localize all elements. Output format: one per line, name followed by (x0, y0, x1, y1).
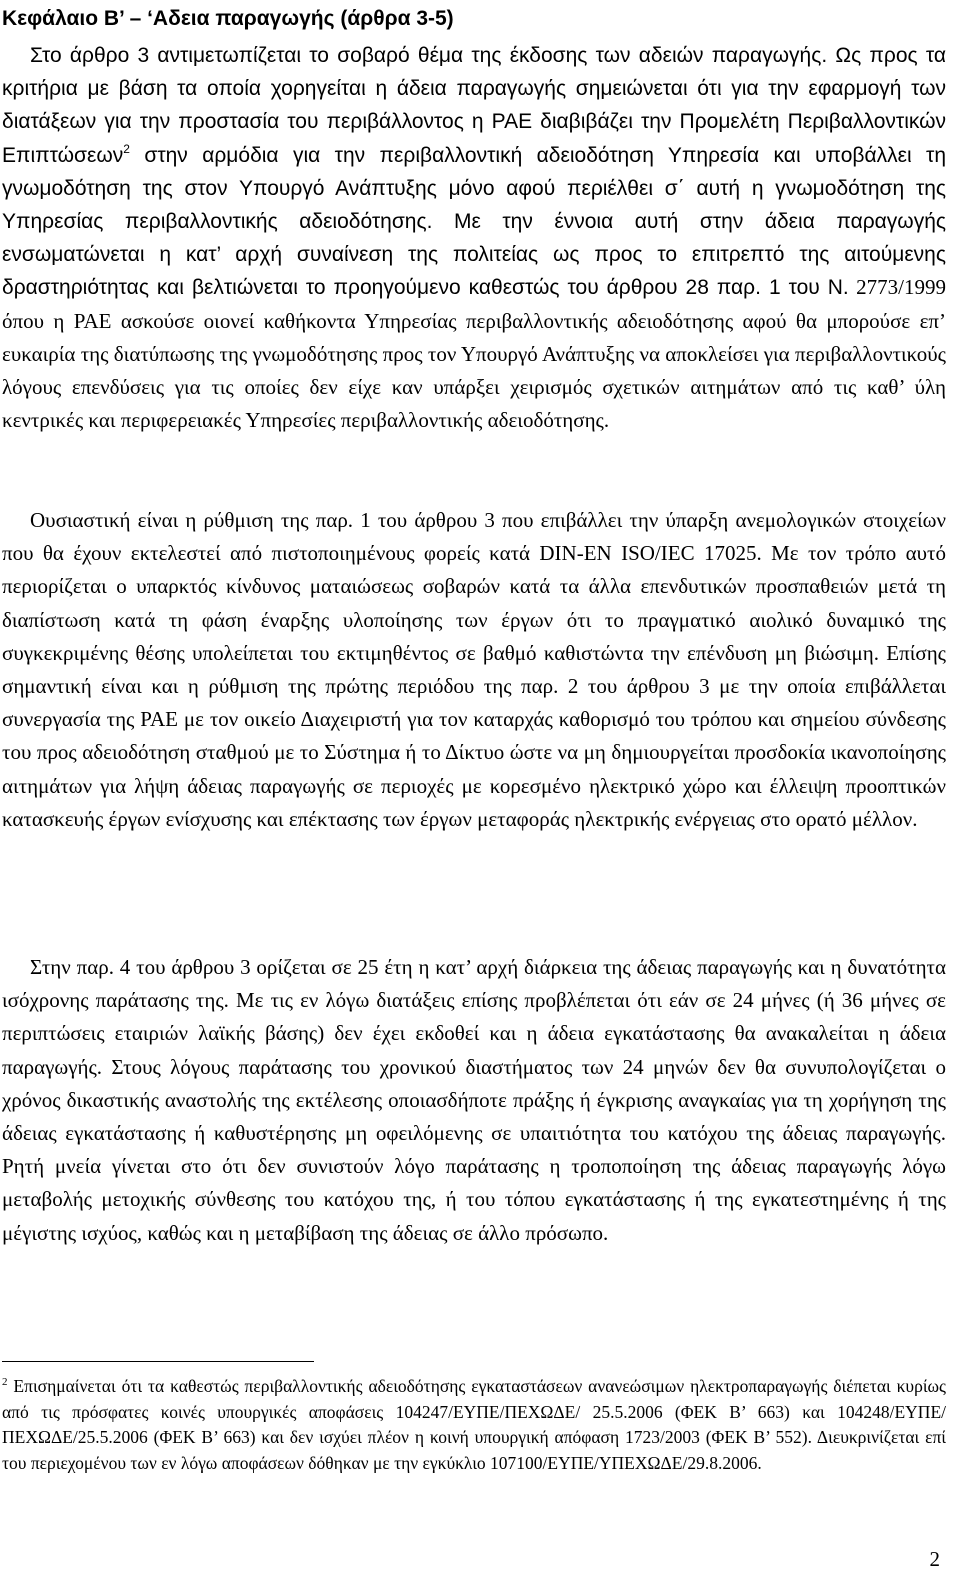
paragraph-1-text-a: Στο άρθρο 3 αντιμετωπίζεται το σοβαρό θέμα της έκδοσης των αδειών παραγωγής. Ως προς τα κριτήρια με βάση τα οποία χορηγείται η άδεια παραγωγής σημειώνεται ότι για την εφαρμογή των διατάξεων για την προστασία του περιβάλλοντος η ΡΑΕ διαβιβάζει την Προμελέτη Περιβαλλοντικών Επιπτώσεων (2, 44, 946, 167)
paragraph-1 (2, 39, 946, 437)
paragraph-2 (2, 504, 946, 836)
paragraph-3 (2, 951, 946, 1250)
paragraph-2-text: Ουσιαστική είναι η ρύθμιση της παρ. 1 του άρθρου 3 που επιβάλλει την ύπαρξη ανεμολογικών στοιχείων που θα έχουν εκτελεστεί από πιστοποιημένους φορείς κατά DIN-EN ISO/IEC 17025. Με τον τρόπο αυτό περιορίζεται ο υπαρκτός κίνδυνος ματαιώσεως σοβαρών κατά τα άλλα επενδυτικών προσπαθειών μετά τη διαπίστωση κατά τη φάση έναρξης υλοποίησης των έργων ότι το πραγματικό αιολικό δυναμικό της συγκεκριμένης θέσης υπολείπεται του εκτιμηθέντος σε βαθμό καθιστώντα την επένδυση μη βιώσιμη. Επίσης σημαντική είναι και η ρύθμιση της πρώτης περιόδου της παρ. 2 του άρθρου 3 με την οποία επιβάλλεται συνεργασία της ΡΑΕ με τον οικείο Διαχειριστή για τον καταρχάς καθορισμό του τρόπου και σημείου σύνδεσης του προς αδειοδότηση σταθμού με το Σύστημα ή το Δίκτυο ώστε να μη δημιουργείται προσδοκία ικανοποίησης αιτημάτων για λήψη άδειας παραγωγής σε περιοχές με κορεσμένο ηλεκτρικό χώρο και έλλειψη προοπτικών κατασκευής έργων ενίσχυσης και επέκτασης των έργων μεταφοράς ηλεκτρικής ενέργειας στο ορατό μέλλον. (2, 508, 946, 831)
footnote-reference: 2 (123, 141, 130, 156)
paragraph-1-text-c: 2773/1999 όπου η ΡΑΕ ασκούσε οιονεί καθήκοντα Υπηρεσίας περιβαλλοντικής αδειοδότησης αφού θα μπορούσε επ’ ευκαιρία της διατύπωσης της γνωμοδότησης προς τον Υπουργό Ανάπτυξης να αποκλείσει για περιβαλλοντικούς λόγους επενδύσεις για τις οποίες δεν είχε καν υπάρξει χειρισμός σχετικών αιτημάτων από τις καθ’ ύλη κεντρικές και περιφερειακές Υπηρεσίες περιβαλλοντικής αδειοδότησης. (2, 275, 946, 433)
footnote-separator (2, 1361, 314, 1362)
footnote-text: Επισημαίνεται ότι τα καθεστώς περιβαλλοντικής αδειοδότησης εγκαταστάσεων ανανεώσιμων ηλεκτροπαραγωγής διέπεται κυρίως από τις πρόσφατες κοινές υπουργικές αποφάσεις 104247/ΕΥΠΕ/ΠΕΧΩΔΕ/ 25.5.2006 (ΦΕΚ Β’ 663) και 104248/ΕΥΠΕ/ΠΕΧΩΔΕ/25.5.2006 (ΦΕΚ Β’ 663) και δεν ισχύει πλέον η κοινή υπουργική απόφαση 1723/2003 (ΦΕΚ Β’ 552). Διευκρινίζεται επί του περιεχομένου των εν λόγω αποφάσεων δόθηκαν με την εγκύκλιο 107100/ΕΥΠΕ/ΥΠΕΧΩΔΕ/29.8.2006. (2, 1376, 946, 1473)
paragraph-3-text: Στην παρ. 4 του άρθρου 3 ορίζεται σε 25 έτη η κατ’ αρχή διάρκεια της άδειας παραγωγής και η δυνατότητα ισόχρονης παράτασης της. Με τις εν λόγω διατάξεις επίσης προβλέπεται ότι εάν σε 24 μήνες (ή 36 μήνες σε περιπτώσεις εταιριών λαϊκής βάσης) δεν έχει εκδοθεί και η άδεια εγκατάστασης θα ανακαλείται η άδεια παραγωγής. Στους λόγους παράτασης του χρονικού διαστήματος των 24 μηνών δεν θα συνυπολογίζεται ο χρόνος δικαστικής αναστολής της εκτέλεσης οποιασδήποτε πράξης ή έγκρισης αναγκαίας για τη χορήγηση της άδειας εγκατάστασης ή καθυστέρησης μη οφειλόμενης σε υπαιτιότητα του κατόχου της άδειας παραγωγής. Ρητή μνεία γίνεται στο ότι δεν συνιστούν λόγο παράτασης η τροποποίηση της άδειας παραγωγής λόγω μεταβολής μετοχικής σύνθεσης του κατόχου της, ή του τόπου εγκατάστασης ή της εγκατεστημένης ή της μέγιστης ισχύος, καθώς και η μεταβίβαση της άδειας σε άλλο πρόσωπο. (2, 955, 946, 1245)
page-number: 2 (929, 1547, 940, 1571)
paragraph-1-text-b: στην αρμόδια για την περιβαλλοντική αδειοδότηση Υπηρεσία και υποβάλλει τη γνωμοδότηση της στον Υπουργό Ανάπτυξης μόνο αφού περιέλθει σ΄ αυτή η γνωμοδότηση της Υπηρεσίας περιβαλλοντικής αδειοδότησης. Με την έννοια αυτή στην άδεια παραγωγής ενσωματώνεται η κατ’ αρχή συναίνεση της πολιτείας ως προς το επιτρεπτό της αιτούμενης δραστηριότητας και βελτιώνεται το προηγούμενο καθεστώς του άρθρου 28 παρ. 1 του Ν. (2, 143, 946, 300)
footnote (2, 1374, 946, 1476)
footnote-marker: 2 (2, 1376, 8, 1388)
chapter-heading: Κεφάλαιο Β’ – ‘Αδεια παραγωγής (άρθρα 3-5) (2, 7, 454, 30)
